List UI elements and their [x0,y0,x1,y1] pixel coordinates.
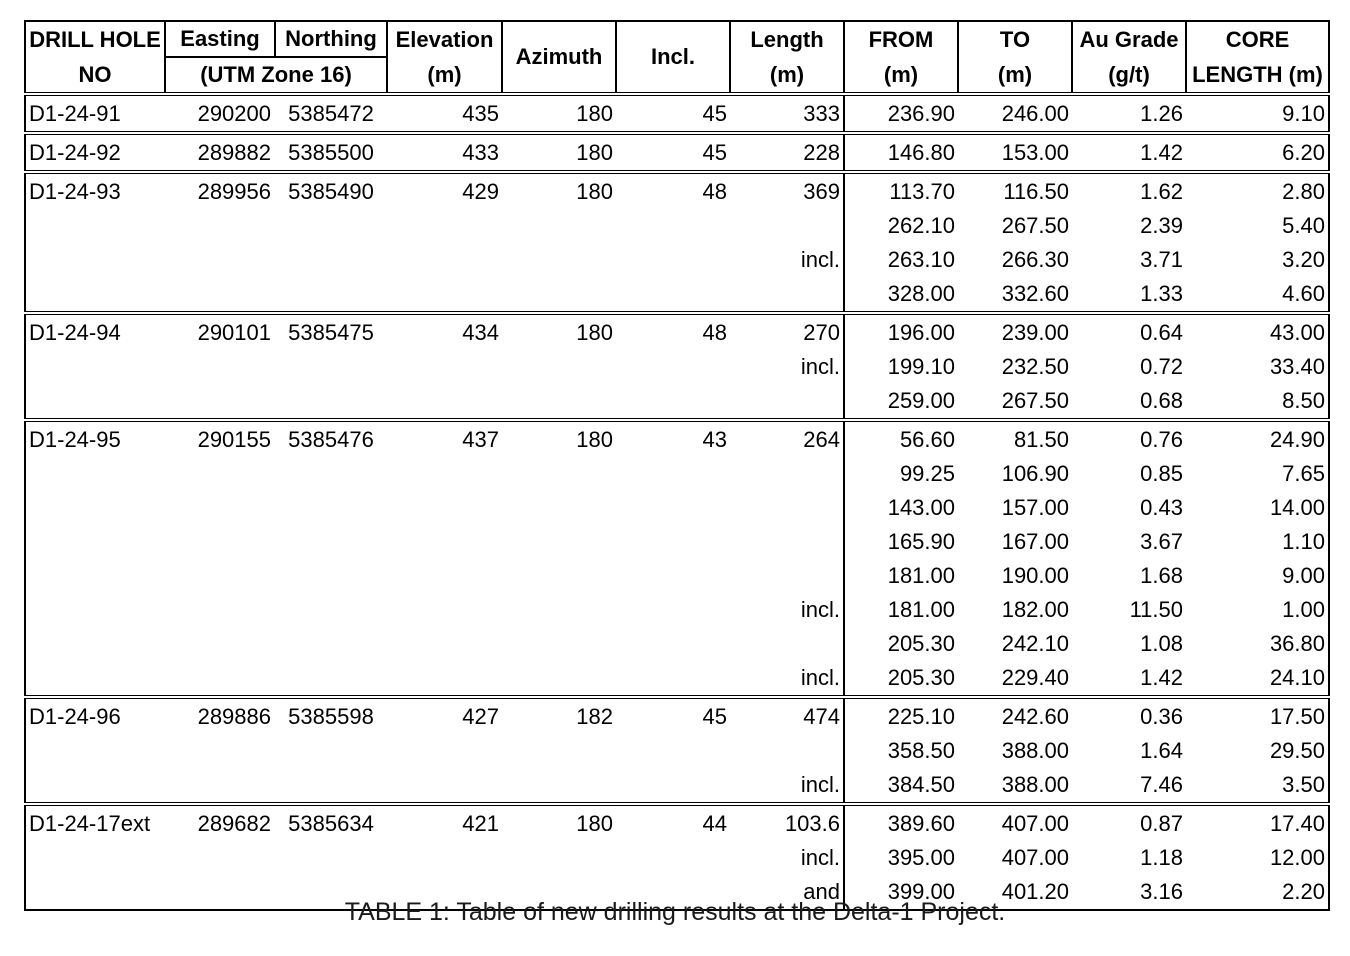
easting-value: 289886 [165,697,275,734]
au-grade-value: 3.67 [1140,529,1183,554]
header-from: FROM [844,21,958,57]
easting-value [165,525,275,559]
to-value: 229.40 [1001,665,1069,690]
from-value: 181.00 [887,563,955,588]
table-row [25,768,1329,804]
core-length-value: 1.00 [1186,593,1329,627]
elevation-value [387,627,502,661]
au-grade-value: 0.43 [1140,495,1183,520]
core-length-value: 33.40 [1186,350,1329,384]
northing-value [275,384,387,420]
from-value: 384.50 [887,772,955,797]
azimuth-value [502,734,616,768]
azimuth-value: 180 [502,804,616,841]
header-elevation-unit: (m) [387,57,502,94]
to-value: 190.00 [1001,563,1069,588]
table-row [25,593,1329,627]
header-easting: Easting [165,21,275,57]
northing-value: 5385634 [275,804,387,841]
core-length-value: 17.50 [1186,697,1329,734]
drill-hole-id: D1-24-93 [25,172,165,209]
to-value: 388.00 [1001,738,1069,763]
interval-note: incl. [730,350,844,384]
from-value: 399.00 [844,875,958,910]
incl-value: 45 [616,697,730,734]
incl-value [616,491,730,525]
northing-value: 5385476 [275,420,387,457]
drill-hole-id [25,593,165,627]
au-grade-value: 7.46 [1140,772,1183,797]
easting-value [165,209,275,243]
table-row [25,313,1329,350]
from-value: 165.90 [887,529,955,554]
table-row [25,661,1329,697]
easting-value: 289882 [165,133,275,172]
incl-value [616,243,730,277]
elevation-value: 437 [387,420,502,457]
drill-hole-id [25,768,165,804]
drill-hole-id [25,209,165,243]
northing-value [275,627,387,661]
core-length-value: 1.10 [1186,525,1329,559]
easting-value [165,661,275,697]
incl-value [616,593,730,627]
from-value: 199.10 [887,354,955,379]
interval-note [730,384,844,420]
northing-value [275,841,387,875]
elevation-value [387,243,502,277]
length-value: 333 [730,94,844,133]
easting-value [165,627,275,661]
to-value: 388.00 [1001,772,1069,797]
northing-value [275,768,387,804]
core-length-value: 7.65 [1186,457,1329,491]
table-row [25,350,1329,384]
drill-hole-id: D1-24-96 [25,697,165,734]
to-value: 157.00 [1001,495,1069,520]
incl-value: 45 [616,133,730,172]
core-length-value: 24.90 [1186,420,1329,457]
drilling-results-table [24,20,1330,911]
easting-value: 289956 [165,172,275,209]
elevation-value [387,525,502,559]
drill-hole-id [25,243,165,277]
au-grade-value: 1.33 [1140,281,1183,306]
table-row [25,559,1329,593]
interval-note [730,525,844,559]
azimuth-value [502,384,616,420]
incl-value: 44 [616,804,730,841]
azimuth-value [502,841,616,875]
incl-value [616,350,730,384]
from-value: 395.00 [887,845,955,870]
elevation-value [387,350,502,384]
easting-value [165,768,275,804]
length-value: 264 [730,420,844,457]
header-drill-hole [25,21,165,57]
azimuth-value [502,559,616,593]
easting-value [165,384,275,420]
drill-hole-id [25,277,165,313]
northing-value [275,350,387,384]
elevation-value [387,593,502,627]
elevation-value [387,841,502,875]
interval-note [730,277,844,313]
incl-value [616,768,730,804]
azimuth-value [502,277,616,313]
interval-note [730,491,844,525]
from-value: 236.90 [887,100,955,126]
azimuth-value: 182 [502,697,616,734]
from-value: 263.10 [887,247,955,272]
to-value: 407.00 [1001,845,1069,870]
table-body [25,94,1329,910]
drill-hole-id: D1-24-94 [25,313,165,350]
azimuth-value [502,209,616,243]
header-northing: Northing [275,21,387,57]
length-value: 103.6 [730,804,844,841]
from-value: 389.60 [844,804,958,841]
header-incl: Incl. [616,21,730,94]
azimuth-value [502,350,616,384]
to-value: 266.30 [1001,247,1069,272]
to-value: 332.60 [1001,281,1069,306]
northing-value [275,209,387,243]
incl-value [616,841,730,875]
table-row [25,209,1329,243]
incl-value [616,734,730,768]
easting-value: 289682 [165,804,275,841]
northing-value [275,243,387,277]
interval-note: incl. [730,768,844,804]
from-value: 225.10 [844,697,958,734]
interval-note: incl. [730,593,844,627]
au-grade-value: 0.64 [1072,313,1186,350]
easting-value: 290200 [197,100,271,126]
header-length-unit: (m) [730,57,844,94]
incl-value: 45 [702,100,727,126]
core-length-value: 2.20 [1186,875,1329,910]
header-utm-zone: (UTM Zone 16) [165,57,387,94]
table-row [25,94,1329,133]
elevation-value [387,768,502,804]
elevation-value: 427 [387,697,502,734]
header-drill-hole-no: NO [25,57,165,94]
incl-value: 48 [616,313,730,350]
core-length-value: 9.10 [1186,94,1329,133]
core-length-value: 6.20 [1186,133,1329,172]
from-value: 205.30 [887,631,955,656]
header-from-unit: (m) [844,57,958,94]
elevation-value [387,209,502,243]
interval-note [730,627,844,661]
core-length-value: 9.00 [1186,559,1329,593]
table-row [25,804,1329,841]
from-value: 99.25 [899,461,955,486]
core-length-value: 12.00 [1186,841,1329,875]
easting-value [165,350,275,384]
drill-hole-id [25,384,165,420]
au-grade-value: 1.42 [1072,133,1186,172]
au-grade-value: 0.85 [1140,461,1183,486]
drill-hole-id: D1-24-95 [25,420,165,457]
interval-note: and [730,875,844,910]
header-au-grade: Au Grade [1072,21,1186,57]
easting-value [165,734,275,768]
to-value: 106.90 [1001,461,1069,486]
core-length-value: 24.10 [1186,661,1329,697]
table-row [25,841,1329,875]
core-length-value: 36.80 [1186,627,1329,661]
au-grade-value: 3.16 [1072,875,1186,910]
incl-value [616,559,730,593]
from-value: 146.80 [844,133,958,172]
elevation-value [387,661,502,697]
to-value: 81.50 [958,420,1072,457]
northing-value [275,593,387,627]
northing-value [275,277,387,313]
northing-value: 5385598 [275,697,387,734]
to-value: 401.20 [958,875,1072,910]
elevation-value: 434 [387,313,502,350]
azimuth-value: 180 [502,133,616,172]
core-length-value: 5.40 [1186,209,1329,243]
core-length-value: 2.80 [1186,172,1329,209]
table-row [25,243,1329,277]
interval-note [730,209,844,243]
table-caption: TABLE 1: Table of new drilling results at the Delta-1 Project. [344,898,1006,926]
header-to-unit: (m) [958,57,1072,94]
to-value: 182.00 [1001,597,1069,622]
easting-value: 290155 [165,420,275,457]
elevation-value [387,559,502,593]
au-grade-value: 0.72 [1140,354,1183,379]
drill-hole-id: D1-24-91 [25,94,165,133]
azimuth-value: 180 [502,313,616,350]
to-value: 167.00 [1001,529,1069,554]
to-value: 246.00 [1001,100,1069,126]
from-value: 358.50 [887,738,955,763]
azimuth-value [502,661,616,697]
au-grade-value: 0.36 [1072,697,1186,734]
interval-note [730,734,844,768]
azimuth-value [502,457,616,491]
incl-value: 43 [616,420,730,457]
from-value: 196.00 [844,313,958,350]
length-value: 270 [730,313,844,350]
au-grade-value: 0.76 [1072,420,1186,457]
header-length: Length [730,21,844,57]
header-elevation: Elevation [387,21,502,57]
au-grade-value: 1.18 [1140,845,1183,870]
drill-hole-id [25,457,165,491]
northing-value [275,491,387,525]
incl-value [616,384,730,420]
length-value: 228 [730,133,844,172]
from-value: 205.30 [887,665,955,690]
elevation-value: 421 [387,804,502,841]
northing-value [275,734,387,768]
drill-hole-id [25,491,165,525]
northing-value [275,559,387,593]
au-grade-value: 1.68 [1140,563,1183,588]
interval-note: incl. [730,661,844,697]
to-value: 267.50 [1001,388,1069,413]
incl-value [616,525,730,559]
from-value: 143.00 [887,495,955,520]
length-value: 474 [730,697,844,734]
drill-hole-id: D1-24-92 [25,133,165,172]
incl-value: 48 [616,172,730,209]
from-value: 328.00 [887,281,955,306]
northing-value: 5385500 [275,133,387,172]
from-value: 262.10 [887,213,955,238]
azimuth-value [502,243,616,277]
core-length-value: 4.60 [1186,277,1329,313]
azimuth-value: 180 [502,420,616,457]
drill-hole-id: D1-24-17ext [25,804,165,841]
au-grade-value: 0.87 [1072,804,1186,841]
easting-value: 290101 [165,313,275,350]
azimuth-value [502,627,616,661]
elevation-value [387,734,502,768]
table-row [25,525,1329,559]
au-grade-value: 2.39 [1140,213,1183,238]
header-azimuth: Azimuth [502,21,616,94]
header-drill-hole-line1: DRILL HOLE [29,26,161,52]
au-grade-value: 1.42 [1140,665,1183,690]
core-length-value: 3.20 [1186,243,1329,277]
header-core: CORE [1186,21,1329,57]
elevation-value: 429 [387,172,502,209]
table-row [25,491,1329,525]
interval-note: incl. [730,243,844,277]
table-row [25,627,1329,661]
from-value: 113.70 [844,172,958,209]
table-row [25,133,1329,172]
drill-hole-id [25,525,165,559]
table-row [25,277,1329,313]
easting-value [165,491,275,525]
interval-note [730,559,844,593]
elevation-value [387,277,502,313]
easting-value [165,841,275,875]
drill-hole-id [25,841,165,875]
table-row [25,697,1329,734]
to-value: 116.50 [958,172,1072,209]
elevation-value [387,491,502,525]
to-value: 242.60 [958,697,1072,734]
incl-value [616,209,730,243]
au-grade-value: 1.26 [1140,100,1183,126]
table-header [25,21,1329,94]
elevation-value [387,457,502,491]
to-value: 239.00 [958,313,1072,350]
core-length-value: 29.50 [1186,734,1329,768]
drill-hole-id [25,350,165,384]
au-grade-value: 1.62 [1072,172,1186,209]
elevation-value: 433 [387,133,502,172]
au-grade-value: 1.08 [1140,631,1183,656]
easting-value [165,593,275,627]
core-length-value: 3.50 [1186,768,1329,804]
to-value: 242.10 [1001,631,1069,656]
azimuth-value [502,525,616,559]
incl-value [616,627,730,661]
easting-value [165,277,275,313]
length-value: 369 [730,172,844,209]
core-length-value: 8.50 [1186,384,1329,420]
azimuth-value [502,768,616,804]
table-row [25,734,1329,768]
incl-value [616,277,730,313]
header-to: TO [958,21,1072,57]
northing-value: 5385475 [275,313,387,350]
easting-value [165,559,275,593]
interval-note [730,457,844,491]
table-row [25,420,1329,457]
header-au-unit: (g/t) [1072,57,1186,94]
table-row [25,172,1329,209]
azimuth-value [502,491,616,525]
core-length-value: 17.40 [1186,804,1329,841]
northing-value: 5385472 [288,100,374,126]
to-value: 267.50 [1001,213,1069,238]
northing-value [275,661,387,697]
azimuth-value: 180 [502,172,616,209]
from-value: 259.00 [887,388,955,413]
drill-hole-id [25,559,165,593]
core-length-value: 14.00 [1186,491,1329,525]
table-row [25,457,1329,491]
au-grade-value: 0.68 [1140,388,1183,413]
header-core-unit: LENGTH (m) [1186,57,1329,94]
to-value: 407.00 [958,804,1072,841]
azimuth-value [502,593,616,627]
azimuth-value: 180 [576,100,613,126]
incl-value [616,661,730,697]
easting-value [165,243,275,277]
incl-value [616,457,730,491]
from-value: 56.60 [844,420,958,457]
to-value: 232.50 [1001,354,1069,379]
from-value: 181.00 [887,597,955,622]
interval-note: incl. [730,841,844,875]
elevation-value [387,384,502,420]
northing-value [275,525,387,559]
elevation-value: 435 [462,100,499,126]
northing-value: 5385490 [275,172,387,209]
table-row [25,384,1329,420]
easting-value [165,457,275,491]
au-grade-value: 3.71 [1140,247,1183,272]
core-length-value: 43.00 [1186,313,1329,350]
drill-hole-id [25,627,165,661]
drill-hole-id [25,661,165,697]
au-grade-value: 1.64 [1140,738,1183,763]
to-value: 153.00 [958,133,1072,172]
northing-value [275,457,387,491]
au-grade-value: 11.50 [1129,597,1183,622]
drill-hole-id [25,734,165,768]
